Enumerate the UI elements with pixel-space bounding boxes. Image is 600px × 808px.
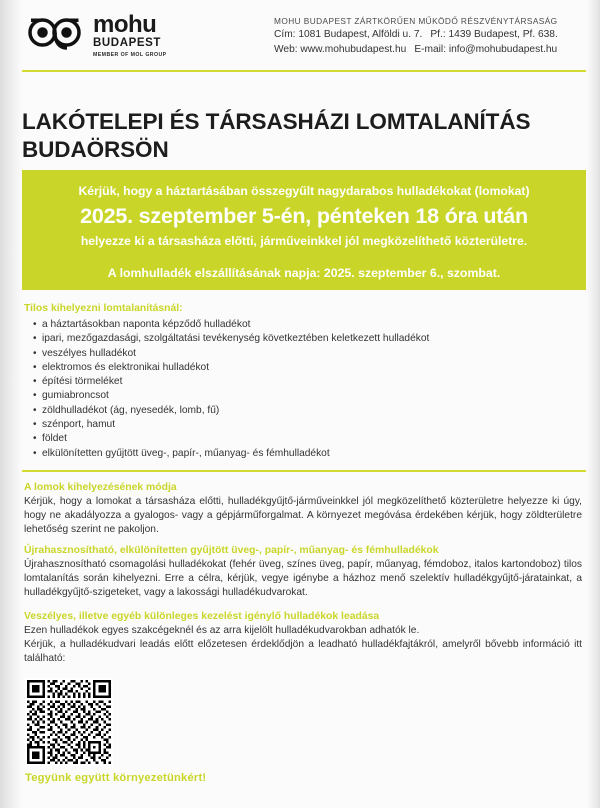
section-recyclables xyxy=(24,544,582,601)
page-edge-right xyxy=(586,0,600,808)
list-item: • földet xyxy=(24,432,582,446)
recycle-body: Újrahasznosítható csomagolási hulladékokat (fehér üveg, színes üveg, papír, műanyag, fémdoboz, italos kartondoboz) tilos lomtalanítás során kihelyezni. Erre a célra, kérjük, vegye igénybe a házhoz menő szelektív hulladékgyűjtő-járatainkat, a hulladékgyűjtő-szigeteket, vagy a lakossági hulladékudvarokat. xyxy=(24,559,582,599)
callout-collection-day: A lomhulladék elszállításának napja: 2025. szeptember 6., szombat. xyxy=(107,266,501,280)
list-item: • a háztartásokban naponta képződő hulladékot xyxy=(24,318,582,332)
list-item: • építési törmeléket xyxy=(24,375,582,389)
list-item: • elektromos és elektronikai hulladékot xyxy=(24,361,582,375)
forbidden-item-list xyxy=(24,318,582,461)
document-header xyxy=(22,10,586,66)
forbidden-heading: Tilos kihelyezni lomtalanításnál: xyxy=(24,303,183,314)
mohu-owl-logo-icon xyxy=(28,17,86,50)
method-body: Kérjük, hogy a lomokat a társasháza előtti, hulladékgyűjtő-járműveinkkel jól megközelíthető közterületre helyezze ki úgy, hogy ne akadályozza a gyalogos- vagy a gépjárműforgalmat. A környezet megóvása érdekében kérjük, hogy zöldterületre lehetőség szerint ne pakoljon. xyxy=(24,496,582,536)
list-item: • zöldhulladékot (ág, nyesedék, lomb, fű) xyxy=(24,404,582,418)
list-item: • gumiabroncsot xyxy=(24,389,582,403)
callout-instruction-line: helyezze ki a társasháza előtti, járműveinkkel jól megközelíthető közterületre. xyxy=(80,234,528,248)
section-hazardous-waste xyxy=(24,610,582,667)
hazard-heading: Veszélyes, illetve egyéb különleges kezelést igénylő hulladékok leadása xyxy=(24,611,380,622)
hazard-body-first: Ezen hulladékok egyes szakcégeknél és az arra kijelölt hulladékudvarokban adhatók le. xyxy=(24,625,420,636)
list-item: • szénport, hamut xyxy=(24,418,582,432)
section-forbidden-items xyxy=(24,302,582,461)
mohu-logo xyxy=(28,11,167,58)
company-contact-block xyxy=(274,14,558,57)
qr-code-icon xyxy=(27,680,111,764)
page-edge-left xyxy=(0,0,22,808)
list-item: • ipari, mezőgazdasági, szolgáltatási tevékenység következtében keletkezett hulladékot xyxy=(24,332,582,346)
company-address: Cím: 1081 Budapest, Alföldi u. 7. xyxy=(274,29,423,40)
company-address-line xyxy=(274,28,558,43)
callout-intro-line: Kérjük, hogy a háztartásában összegyűlt nagydarabos hulladékokat (lomokat) xyxy=(78,184,530,198)
mohu-logo-text xyxy=(93,11,167,58)
qr-code[interactable] xyxy=(25,678,113,766)
section-divider xyxy=(22,470,586,472)
logo-group-tagline: MEMBER OF MOL GROUP xyxy=(93,52,167,58)
company-postbox: Pf.: 1439 Budapest, Pf. 638. xyxy=(430,29,558,40)
logo-wordmark: mohu xyxy=(93,11,157,38)
page-title: LAKÓTELEPI ÉS TÁRSASHÁZI LOMTALANÍTÁS BUDAÖRSÖN xyxy=(22,109,531,163)
hazard-body-second: Kérjük, a hulladékudvari leadás előtt előzetesen érdeklődjön a leadható hulladékfajtákról, amelyről bővebb információ itt található: xyxy=(24,639,582,665)
list-item: • elkülönítetten gyűjtött üveg-, papír-, műanyag- és fémhulladékot xyxy=(24,447,582,461)
method-heading: A lomok kihelyezésének módja xyxy=(24,482,177,493)
header-divider xyxy=(22,70,586,72)
recycle-heading: Újrahasznosítható, elkülönítetten gyűjtött üveg-, papír-, műanyag- és fémhulladékok xyxy=(24,545,439,556)
footer-slogan: Tegyünk együtt környezetünkért! xyxy=(25,772,207,784)
page-content xyxy=(22,0,586,808)
logo-city: BUDAPEST xyxy=(93,37,162,49)
company-legal-name: MOHU BUDAPEST ZÁRTKÖRŰEN MŰKÖDŐ RÉSZVÉNYTÁRSASÁG xyxy=(274,16,558,26)
company-web-line xyxy=(274,43,558,58)
list-item: • veszélyes hulladékot xyxy=(24,347,582,361)
section-placement-method xyxy=(24,481,582,538)
announcement-callout xyxy=(22,170,586,290)
company-website: Web: www.mohubudapest.hu xyxy=(274,43,407,55)
company-email: E-mail: info@mohubudapest.hu xyxy=(414,43,558,55)
callout-date: 2025. szeptember 5-én, pénteken 18 óra után xyxy=(80,204,528,228)
